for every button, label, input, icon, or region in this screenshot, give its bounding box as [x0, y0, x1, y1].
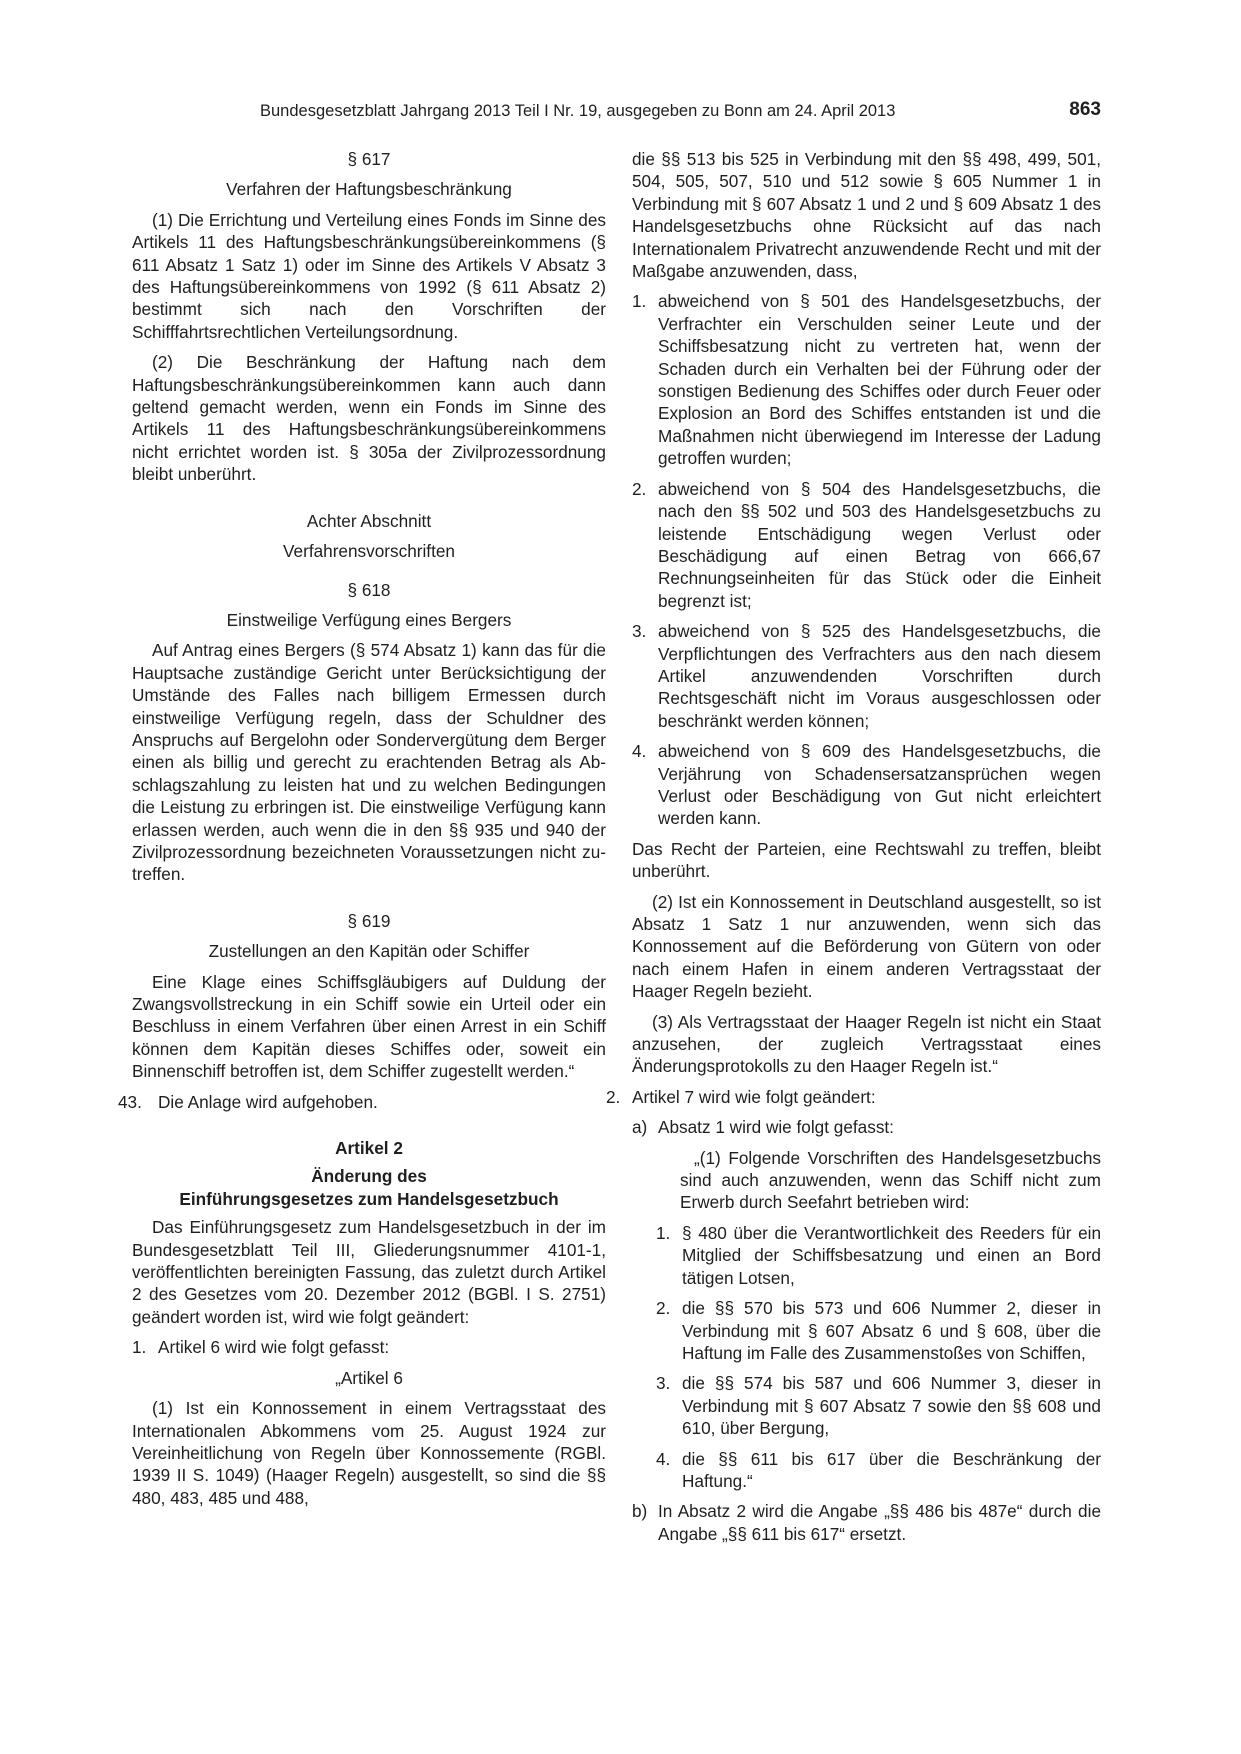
nested-list-item: [656, 1372, 1101, 1439]
list-item-text: Die Anlage wird aufgehoben.: [158, 1091, 378, 1112]
list-item: [632, 478, 1101, 612]
right-column: [606, 148, 1101, 1553]
list-item-label: 3.: [656, 1373, 671, 1394]
section-617-paragraph-1: (1) Die Errichtung und Verteilung eines Fonds im Sinne des Artikels 11 des Haftungsbeschränkungsübereinkommens (§ 611 Absatz 1 Satz 1) oder im Sinne des Artikels V Absatz 3 des Haftungsübereinkommens von 1992 (§ 611 Absatz 2) bestimmt sich nach den Vorschriften der Schifffahrtsrechtlichen Verteilungsordnung.: [132, 209, 606, 342]
section-618-title: Einstweilige Verfügung eines Bergers: [226, 609, 512, 630]
nested-list-item: [656, 1297, 1101, 1364]
list-item-text: abweichend von § 525 des Handelsgesetzbuchs, die Verpflichtungen des Verfrachters aus den nach diesem Artikel anzuwendenden Vorschriften durch Rechtsgeschäft nicht im Voraus ausgeschlossen oder beschränkt werden können;: [658, 621, 1101, 731]
list-item-label: 3.: [632, 621, 647, 642]
list-item-label: 4.: [632, 741, 647, 762]
list-item-1: [132, 1336, 606, 1358]
list-item-text: abweichend von § 501 des Handelsgesetzbuchs, der Verfrachter ein Verschulden seiner Leute und der Schiffsbesatzung nicht zu vertreten hat, wenn der Schaden durch ein Verhalten bei der Führung oder der sonstigen Bedienung des Schiffes oder durch Feuer oder Explosion an Bord des Schiffes entstanden ist und die Maßnahmen nicht überwiegend im Interesse der Ladung getroffen wurden;: [658, 291, 1101, 469]
section-618-number: § 618: [347, 579, 391, 600]
list-item-label: 43.: [118, 1091, 142, 1112]
list-item-text: § 480 über die Verantwortlichkeit des Reeders für ein Mitglied der Schiffsbesatzung und einen an Bord tätigen Lotsen,: [682, 1222, 1101, 1288]
list-item-43: [118, 1091, 606, 1113]
list-item: [632, 290, 1101, 469]
continued-paragraph: die §§ 513 bis 525 in Verbindung mit den §§ 498, 499, 501, 504, 505, 507, 510 und 512 sowie § 605 Nummer 1 in Verbindung mit § 607 Absatz 1 und 2 und § 609 Absatz 1 des Handelsgesetzbuchs ohne Rücksicht auf das nach Internationalem Privatrecht anzuwendende Recht und mit der Maßgabe anzuwenden, dass,: [632, 149, 1101, 282]
page-number: 863: [1069, 99, 1101, 120]
list-item-label: 1.: [656, 1222, 671, 1243]
list-item-text: Artikel 6 wird wie folgt gefasst:: [158, 1337, 390, 1358]
quoted-paragraph-1: (1) Ist ein Konnossement in einem Vertragsstaat des Internationalen Abkommens vom 25. August 1924 zur Vereinheitlichung von Regeln über Konnossemente (RGBl. 1939 II S. 1049) (Haager Regeln) ausgestellt, so sind die §§ 480, 483, 485 und 488,: [132, 1398, 606, 1508]
page-header: [132, 99, 1101, 127]
section-619-paragraph: Eine Klage eines Schiffsgläubigers auf Duldung der Zwangsvollstreckung in ein Schiff sowie ein Urteil oder ein Beschluss in einem Verfahren über einen Arrest in ein Schiff können dem Kapitän dieses Schiffes oder, soweit ein Binnenschiff betroffen ist, dem Schiffer zugestellt werden.“: [132, 971, 606, 1082]
nested-list-item: [656, 1448, 1101, 1493]
list-item: [632, 740, 1101, 830]
header-title: Bundesgesetzblatt Jahrgang 2013 Teil I Nr. 19, ausgegeben zu Bonn am 24. April 2013: [260, 102, 896, 120]
sub-item-label: b): [632, 1501, 648, 1522]
article-2-heading-line-1: Änderung des: [311, 1166, 427, 1187]
section-619-number: § 619: [347, 910, 391, 931]
list-item-text: Artikel 7 wird wie folgt geändert:: [632, 1086, 876, 1107]
sub-item-text: Absatz 1 wird wie folgt gefasst:: [658, 1117, 894, 1138]
list-item-text: die §§ 611 bis 617 über die Beschränkung der Haftung.“: [682, 1448, 1101, 1491]
sub-item-label: a): [632, 1117, 648, 1138]
section-617-number: § 617: [347, 149, 391, 169]
quoted-article-title: „Artikel 6: [335, 1367, 403, 1388]
rechtswahl-paragraph: Das Recht der Parteien, eine Rechtswahl zu treffen, bleibt unberührt.: [632, 838, 1101, 882]
sub-item-a: [632, 1116, 1101, 1138]
section-617-title: Verfahren der Haftungsbeschränkung: [226, 179, 512, 200]
article-2-intro: Das Einführungsgesetz zum Handelsgesetzbuch in der im Bundesgesetzblatt Teil III, Gliederungsnummer 4101-1, veröffentlichten bereinigten Fassung, das zuletzt durch Artikel 2 des Gesetzes vom 20. Dezember 2012 (BGBl. I S. 2751) geändert worden ist, wird wie folgt geändert:: [132, 1217, 606, 1327]
list-item-2: [606, 1086, 1101, 1108]
list-item-text: die §§ 574 bis 587 und 606 Nummer 3, dieser in Verbindung mit § 607 Absatz 7 sowie den §§ 608 und 610, über Bergung,: [682, 1373, 1101, 1439]
section-619-title: Zustellungen an den Kapitän oder Schiffer: [208, 941, 530, 962]
quoted-absatz-1: „(1) Folgende Vorschriften des Handelsgesetzbuchs sind auch anzuwenden, wenn das Schiff nicht zum Erwerb durch Seefahrt betrieben wird:: [680, 1147, 1101, 1213]
nested-list-item: [656, 1222, 1101, 1289]
list-item-label: 2.: [606, 1086, 621, 1107]
list-item-label: 1.: [632, 291, 647, 312]
list-item-text: abweichend von § 504 des Handelsgesetzbuchs, die nach den §§ 502 und 503 des Handelsgesetzbuchs zu leistende Entschädigung wegen Verlust oder Beschädigung auf einen Betrag von 666,67 Rechnungseinheiten für das Stück oder die Einheit begrenzt ist;: [658, 478, 1101, 611]
list-item: [632, 620, 1101, 732]
left-column: [118, 148, 606, 1517]
list-item-text: die §§ 570 bis 573 und 606 Nummer 2, dieser in Verbindung mit § 607 Absatz 6 und § 608, über die Haftung im Falle des Zusammenstoßes von Schiffen,: [682, 1298, 1101, 1363]
list-item-label: 2.: [632, 478, 647, 499]
list-item-text: abweichend von § 609 des Handelsgesetzbuchs, die Verjährung von Schadensersatzansprüchen wegen Verlust oder Beschädigung von Gut nicht erleichtert werden kann.: [658, 741, 1101, 829]
section-618-paragraph: Auf Antrag eines Bergers (§ 574 Absatz 1) kann das für die Hauptsache zuständige Gericht unter Berücksichtigung der Umstände des Falles nach billigem Ermessen durch einstweilige Verfügung regeln, dass der Schuldner des Anspruchs auf Bergelohn oder Sondervergütung dem Berger einen als billig und gerecht zu erachtenden Betrag als Abschlagszahlung zu leisten hat und zu welchen Bedingungen die Leistung zu erbringen ist. Die einstweilige Verfügung kann erlassen werden, auch wenn die in den §§ 935 und 940 der Zivilprozessordnung bezeichneten Voraussetzungen nicht zutreffen.: [132, 640, 606, 885]
list-item-label: 1.: [132, 1337, 147, 1358]
article-2-title: Artikel 2: [335, 1138, 403, 1159]
chapter-subtitle: Verfahrensvorschriften: [283, 541, 455, 562]
sub-item-text: In Absatz 2 wird die Angabe „§§ 486 bis 487e“ durch die Angabe „§§ 611 bis 617“ ersetzt.: [658, 1501, 1101, 1544]
article-2-heading-line-2: Einführungsgesetzes zum Handelsgesetzbuch: [179, 1188, 559, 1209]
list-item-label: 4.: [656, 1448, 671, 1469]
quoted-paragraph-2: (2) Ist ein Konnossement in Deutschland ausgestellt, so ist Absatz 1 Satz 1 nur anzuwenden, wenn sich das Konnossement auf die Beförderung von Gütern von oder nach einem Hafen in einem anderen Vertragsstaat der Haager Regeln bezieht.: [632, 891, 1101, 1002]
chapter-title: Achter Abschnitt: [306, 510, 432, 531]
quoted-paragraph-3: (3) Als Vertragsstaat der Haager Regeln ist nicht ein Staat anzusehen, der zugleich Vertragsstaat eines Änderungsprotokolls zu den Haager Regeln ist.“: [632, 1011, 1101, 1077]
sub-item-b: [632, 1500, 1101, 1545]
list-item-label: 2.: [656, 1298, 671, 1319]
section-617-paragraph-2: (2) Die Beschränkung der Haftung nach dem Haftungsbeschränkungsübereinkommen kann auch dann geltend gemacht werden, wenn ein Fonds im Sinne des Artikels 11 des Haftungsbeschränkungsübereinkommens nicht errichtet worden ist. § 305a der Zivilprozessordnung bleibt unberührt.: [132, 352, 606, 485]
